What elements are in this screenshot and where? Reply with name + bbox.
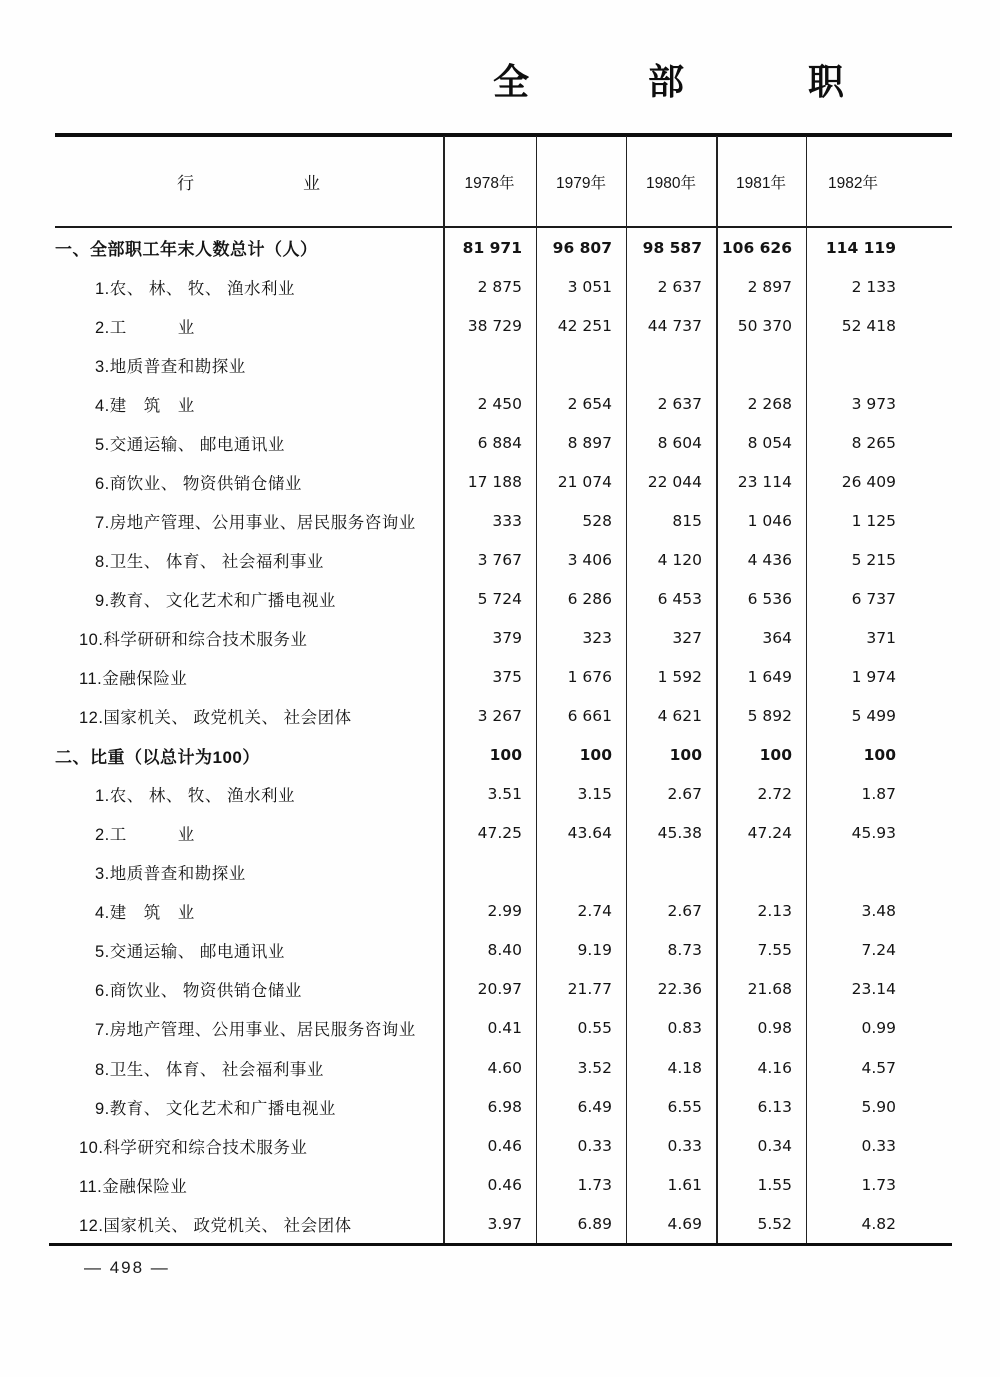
cell-1982: 1 125 <box>851 511 896 530</box>
cell-1981: 100 <box>759 746 792 765</box>
cell-1978: 333 <box>492 511 522 530</box>
page-title-char: 职 <box>808 62 845 102</box>
table-row <box>55 618 952 657</box>
cell-1980: 4.69 <box>667 1214 702 1233</box>
cell-1978: 6 884 <box>477 433 522 452</box>
table-row <box>55 931 952 970</box>
cell-1980: 6 453 <box>657 589 702 608</box>
cell-1981: 5 892 <box>747 707 792 726</box>
cell-1982: 5 215 <box>851 550 896 569</box>
table-row <box>55 853 952 892</box>
row-label: 3.地质普查和勘探业 <box>95 865 246 884</box>
cell-1978: 20.97 <box>477 980 522 999</box>
table-row <box>55 501 952 540</box>
cell-1981: 8 054 <box>747 433 792 452</box>
cell-1982: 371 <box>866 628 896 647</box>
table-row <box>55 1087 952 1126</box>
row-label: 3.地质普查和勘探业 <box>95 357 246 376</box>
cell-1978: 38 729 <box>467 316 522 335</box>
table-row <box>55 306 952 345</box>
row-label: 6.商饮业、 物资供销仓储业 <box>95 474 302 493</box>
cell-1982: 4.57 <box>861 1058 896 1077</box>
column-divider <box>716 136 718 1243</box>
year-header-1978: 1978年 <box>464 174 515 192</box>
cell-1979: 3 051 <box>567 277 612 296</box>
column-divider <box>443 136 445 1243</box>
cell-1980: 2 637 <box>657 394 702 413</box>
cell-1982: 5.90 <box>861 1097 896 1116</box>
cell-1982: 52 418 <box>841 316 896 335</box>
cell-1982: 7.24 <box>861 941 896 960</box>
cell-1982: 23.14 <box>851 980 896 999</box>
row-label: 一、全部职工年末人数总计（人） <box>55 240 318 260</box>
industry-header-char: 行 <box>177 174 195 193</box>
year-header-1980: 1980年 <box>646 174 696 192</box>
table-row <box>55 267 952 306</box>
cell-1981: 2.13 <box>757 902 792 921</box>
cell-1978: 100 <box>489 746 522 765</box>
cell-1981: 1.55 <box>757 1175 792 1194</box>
table-row <box>55 462 952 501</box>
table-row <box>55 1048 952 1087</box>
cell-1979: 100 <box>579 746 612 765</box>
row-label: 8.卫生、 体育、 社会福利事业 <box>95 552 324 571</box>
row-label: 1.农、 林、 牧、 渔水利业 <box>95 279 296 298</box>
year-header-1981: 1981年 <box>736 174 786 192</box>
cell-1979: 6 286 <box>567 589 612 608</box>
cell-1981: 0.98 <box>757 1019 792 1038</box>
cell-1979: 8 897 <box>567 433 612 452</box>
cell-1980: 2.67 <box>667 785 702 804</box>
table-row <box>55 658 952 697</box>
cell-1980: 4 120 <box>657 550 702 569</box>
cell-1980: 22 044 <box>647 472 702 491</box>
cell-1980: 2 637 <box>657 277 702 296</box>
cell-1982: 2 133 <box>851 277 896 296</box>
cell-1978: 47.25 <box>477 824 522 843</box>
row-label: 11.金融保险业 <box>79 670 188 689</box>
cell-1982: 100 <box>863 746 896 765</box>
row-label: 9.教育、 文化艺术和广播电视业 <box>95 591 336 610</box>
cell-1978: 2 875 <box>477 277 522 296</box>
row-label: 8.卫生、 体育、 社会福利事业 <box>95 1060 324 1079</box>
cell-1981: 6 536 <box>747 589 792 608</box>
cell-1982: 1.87 <box>861 785 896 804</box>
cell-1981: 2 268 <box>747 394 792 413</box>
cell-1981: 1 649 <box>747 668 792 687</box>
table-header-row <box>55 137 952 226</box>
cell-1982: 1 974 <box>851 668 896 687</box>
cell-1980: 100 <box>669 746 702 765</box>
cell-1980: 0.33 <box>667 1136 702 1155</box>
cell-1980: 1 592 <box>657 668 702 687</box>
page-title-char: 全 <box>493 62 530 102</box>
cell-1980: 8 604 <box>657 433 702 452</box>
cell-1978: 5 724 <box>477 589 522 608</box>
cell-1979: 0.55 <box>577 1019 612 1038</box>
cell-1982: 8 265 <box>851 433 896 452</box>
row-label: 4.建 筑 业 <box>95 904 195 923</box>
table-row <box>55 697 952 736</box>
page-number: — 498 — <box>84 1258 170 1277</box>
cell-1978: 379 <box>492 628 522 647</box>
cell-1979: 3 406 <box>567 550 612 569</box>
table-row <box>55 540 952 579</box>
table-row <box>55 1009 952 1048</box>
table-row <box>55 579 952 618</box>
cell-1981: 2.72 <box>757 785 792 804</box>
table-row <box>55 423 952 462</box>
cell-1981: 2 897 <box>747 277 792 296</box>
cell-1979: 2 654 <box>567 394 612 413</box>
cell-1979: 3.52 <box>577 1058 612 1077</box>
cell-1982: 45.93 <box>851 824 896 843</box>
row-label: 4.建 筑 业 <box>95 396 195 415</box>
cell-1978: 0.46 <box>487 1136 522 1155</box>
cell-1978: 81 971 <box>462 238 522 257</box>
cell-1979: 528 <box>582 511 612 530</box>
cell-1981: 5.52 <box>757 1214 792 1233</box>
cell-1980: 4.18 <box>667 1058 702 1077</box>
cell-1979: 96 807 <box>552 238 612 257</box>
cell-1981: 0.34 <box>757 1136 792 1155</box>
cell-1979: 1 676 <box>567 668 612 687</box>
table-row <box>55 736 952 775</box>
cell-1979: 6.89 <box>577 1214 612 1233</box>
cell-1982: 0.33 <box>861 1136 896 1155</box>
cell-1979: 9.19 <box>577 941 612 960</box>
cell-1980: 2.67 <box>667 902 702 921</box>
industry-column-header <box>55 169 443 194</box>
cell-1981: 6.13 <box>757 1097 792 1116</box>
cell-1981: 23 114 <box>737 472 792 491</box>
cell-1979: 21 074 <box>557 472 612 491</box>
cell-1979: 323 <box>582 628 612 647</box>
statistics-table <box>55 133 952 1248</box>
cell-1980: 22.36 <box>657 980 702 999</box>
cell-1978: 8.40 <box>487 941 522 960</box>
cell-1978: 3.97 <box>487 1214 522 1233</box>
cell-1979: 2.74 <box>577 902 612 921</box>
table-row <box>55 814 952 853</box>
cell-1979: 3.15 <box>577 785 612 804</box>
cell-1980: 0.83 <box>667 1019 702 1038</box>
table-row <box>55 228 952 267</box>
year-header-1982: 1982年 <box>828 174 878 192</box>
row-label: 5.交通运输、 邮电通讯业 <box>95 943 285 962</box>
column-divider <box>536 136 537 1243</box>
cell-1979: 6.49 <box>577 1097 612 1116</box>
row-label: 1.农、 林、 牧、 渔水利业 <box>95 787 296 806</box>
cell-1978: 2.99 <box>487 902 522 921</box>
cell-1981: 21.68 <box>747 980 792 999</box>
cell-1981: 364 <box>762 628 792 647</box>
cell-1982: 114 119 <box>825 238 896 257</box>
cell-1982: 4.82 <box>861 1214 896 1233</box>
industry-header-char: 业 <box>303 174 321 193</box>
cell-1978: 6.98 <box>487 1097 522 1116</box>
cell-1978: 3 267 <box>477 707 522 726</box>
row-label: 7.房地产管理、公用事业、居民服务咨询业 <box>95 1021 416 1040</box>
row-label: 6.商饮业、 物资供销仓储业 <box>95 982 302 1001</box>
cell-1981: 47.24 <box>747 824 792 843</box>
row-label: 12.国家机关、 政党机关、 社会团体 <box>79 709 352 728</box>
table-row <box>55 384 952 423</box>
table-row <box>55 1126 952 1165</box>
column-divider <box>626 136 627 1243</box>
cell-1982: 5 499 <box>851 707 896 726</box>
cell-1982: 3.48 <box>861 902 896 921</box>
cell-1978: 3.51 <box>487 785 522 804</box>
cell-1978: 4.60 <box>487 1058 522 1077</box>
cell-1982: 6 737 <box>851 589 896 608</box>
cell-1980: 45.38 <box>657 824 702 843</box>
row-label: 11.金融保险业 <box>79 1177 188 1196</box>
row-label: 12.国家机关、 政党机关、 社会团体 <box>79 1216 352 1235</box>
cell-1982: 1.73 <box>861 1175 896 1194</box>
cell-1981: 1 046 <box>747 511 792 530</box>
table-bottom-rule <box>49 1243 952 1246</box>
row-label: 9.教育、 文化艺术和广播电视业 <box>95 1099 336 1118</box>
cell-1979: 6 661 <box>567 707 612 726</box>
cell-1980: 1.61 <box>667 1175 702 1194</box>
row-label: 10.科学研究和综合技术服务业 <box>79 1138 308 1157</box>
column-divider <box>806 136 807 1243</box>
row-label: 5.交通运输、 邮电通讯业 <box>95 435 285 454</box>
cell-1979: 42 251 <box>557 316 612 335</box>
cell-1982: 26 409 <box>841 472 896 491</box>
cell-1980: 4 621 <box>657 707 702 726</box>
table-row <box>55 1165 952 1204</box>
row-label: 7.房地产管理、公用事业、居民服务咨询业 <box>95 513 416 532</box>
cell-1978: 0.41 <box>487 1019 522 1038</box>
cell-1980: 327 <box>672 628 702 647</box>
cell-1980: 44 737 <box>647 316 702 335</box>
cell-1979: 21.77 <box>567 980 612 999</box>
cell-1980: 98 587 <box>642 238 702 257</box>
page-title-char: 部 <box>648 62 685 102</box>
cell-1978: 375 <box>492 668 522 687</box>
cell-1979: 43.64 <box>567 824 612 843</box>
table-row <box>55 892 952 931</box>
row-label: 10.科学研研和综合技术服务业 <box>79 630 308 649</box>
cell-1978: 3 767 <box>477 550 522 569</box>
table-row <box>55 345 952 384</box>
table-row <box>55 970 952 1009</box>
row-label: 二、比重（以总计为100） <box>55 747 260 767</box>
cell-1982: 0.99 <box>861 1019 896 1038</box>
cell-1981: 4 436 <box>747 550 792 569</box>
cell-1980: 815 <box>672 511 702 530</box>
cell-1979: 1.73 <box>577 1175 612 1194</box>
cell-1981: 50 370 <box>737 316 792 335</box>
cell-1981: 4.16 <box>757 1058 792 1077</box>
table-row <box>55 1204 952 1243</box>
table-row <box>55 775 952 814</box>
cell-1980: 8.73 <box>667 941 702 960</box>
year-header-1979: 1979年 <box>556 174 606 192</box>
cell-1980: 6.55 <box>667 1097 702 1116</box>
cell-1978: 2 450 <box>477 394 522 413</box>
cell-1981: 106 626 <box>721 238 792 257</box>
cell-1978: 0.46 <box>487 1175 522 1194</box>
cell-1982: 3 973 <box>851 394 896 413</box>
cell-1981: 7.55 <box>757 941 792 960</box>
table-body <box>55 228 952 1243</box>
cell-1979: 0.33 <box>577 1136 612 1155</box>
row-label: 2.工 业 <box>95 318 195 337</box>
cell-1978: 17 188 <box>467 472 522 491</box>
row-label: 2.工 业 <box>95 826 195 845</box>
